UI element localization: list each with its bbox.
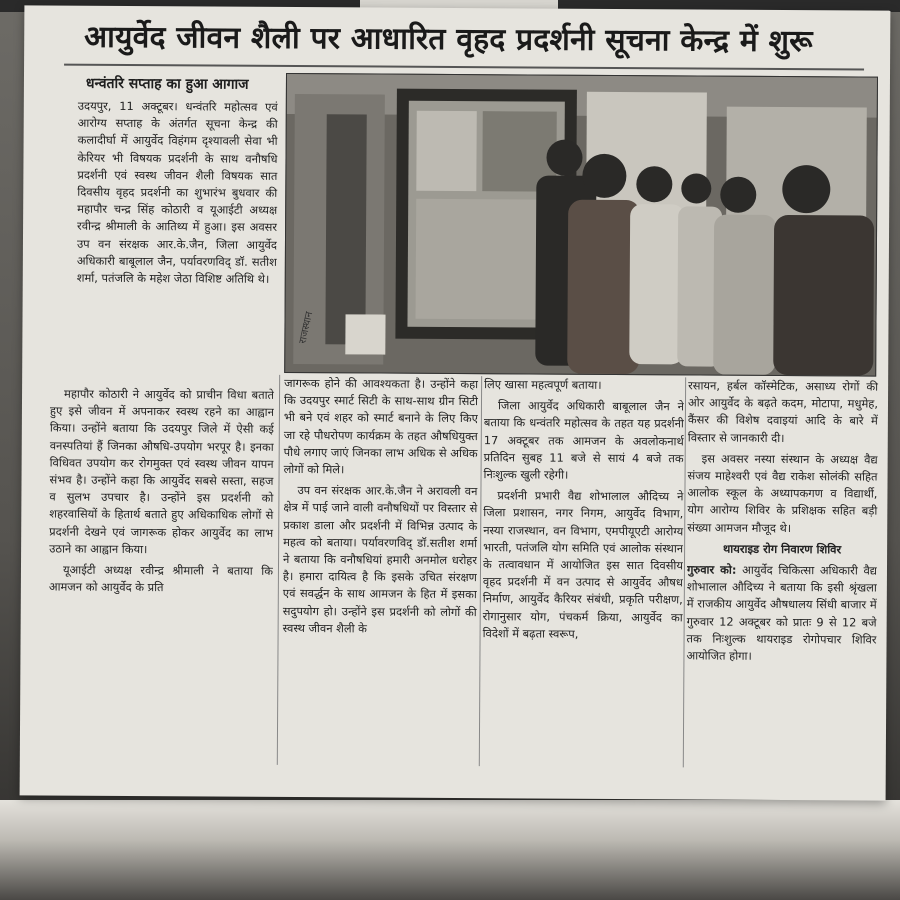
paragraph: महापौर कोठारी ने आयुर्वेद को प्राचीन विधा बताते हुए इसे जीवन में अपनाकर स्वस्थ रहने का आह्वान किया। उन्होंने बताया कि उदयपुर जिले में ऐसी कई वनस्पतियां हैं जिनका औषधि-उपयोग भरपूर है। इनका विधिवत उपयोग कर रोगमुक्त एवं स्वस्थ जीवन यापन संभव है। उन्होंने कहा कि आयुर्वेद सबसे सस्ता, सहज व सुलभ उपचार है। उन्होंने इस प्रदर्शनी को शहरवासियों के हितार्थ बताते हुए अधिकाधिक लोगों से प्रदर्शनी देखने एवं जागरूक होकर आयुर्वेद का लाभ उठाने का आह्वान किया। bbox=[49, 386, 275, 556]
subheadline: धन्वंतरि सप्ताह का हुआ आगाज bbox=[85, 75, 249, 93]
paragraph: इस अवसर नस्या संस्थान के अध्यक्ष वैद्य संजय माहेश्वरी एवं वैद्य राकेश सोलंकी सहित आलोक स्कूल के अध्यापकगण व विद्यार्थी, योग आरोग्य शिविर के प्रशिक्षक सहित बड़ी संख्या आमजन मौजूद थे। bbox=[687, 451, 878, 535]
newspaper-clipping bbox=[20, 5, 891, 800]
desk-edge bbox=[0, 800, 900, 900]
paragraph bbox=[686, 561, 877, 665]
column-1-top bbox=[76, 98, 278, 384]
column-2 bbox=[282, 375, 478, 768]
column-4 bbox=[686, 377, 878, 770]
paragraph-text: आयुर्वेद चिकित्सा अधिकारी वैद्य शोभालाल औदिच्य ने बताया कि इसी श्रृंखला में राजकीय आयुर्वेद औषधालय सिंधी बाजार में गुरुवार 12 अक्टूबर को प्रातः 9 से 12 बजे तक निःशुल्क थायराइड रोगोपचार शिविर आयोजित होगा। bbox=[686, 562, 878, 663]
paragraph: उदयपुर, 11 अक्टूबर। धन्वंतरि महोत्सव एवं आरोग्य सप्ताह के अंतर्गत सूचना केन्द्र की कलादीर्घा में आयुर्वेद विहंगम दृश्यावली सेवा भी केरियर भी विषयक प्रदर्शनी के साथ वनौषधि प्रदर्शनी एवं स्वस्थ जीवन शैली विषयक सात दिवसीय वृहद प्रदर्शनी का शुभारंभ बुधवार की महापौर चन्द्र सिंह कोठारी व यूआईटी अध्यक्ष रवीन्द्र श्रीमाली के आतिथ्य में हुआ। इस अवसर उप वन संरक्षक आर.के.जैन, जिला आयुर्वेद अधिकारी बाबूलाल जैन, पर्यावरणविद् डॉ. सतीश शर्मा, पतंजलि के महेश जेठा विशिष्ट अतिथि थे। bbox=[76, 98, 278, 286]
column-3 bbox=[482, 376, 684, 769]
photo-icon bbox=[285, 74, 877, 376]
paragraph: उप वन संरक्षक आर.के.जैन ने अरावली वन क्षेत्र में पाई जाने वाली वनौषधियों पर विस्तार से प्रकाश डाला और प्रदर्शनी में विभिन्न उत्पाद के महत्व को बताया। पर्यावरणविद् डॉ.सतीश शर्मा ने बताया कि वनौषधियां हमारी अनमोल धरोहर है। हमारा दायित्व है कि इसके उचित संरक्षण एवं सवर्द्धन के साथ आमजन के हित में इसका सदुपयोग हो। उन्होंने इस प्रदर्शनी को लोगों की स्वस्थ जीवन शैली के bbox=[282, 483, 478, 636]
headline-rule bbox=[64, 64, 864, 71]
column-separator bbox=[277, 375, 280, 765]
headline: आयुर्वेद जीवन शैली पर आधारित वृहद प्रदर्शनी सूचना केन्द्र में शुरू bbox=[84, 19, 813, 60]
section-heading: थायराइड रोग निवारण शिविर bbox=[722, 541, 842, 557]
paragraph: रसायन, हर्बल कॉस्मेटिक, असाध्य रोगों की ओर आयुर्वेद के बढ़ते कदम, मोटापा, मधुमेह, कैंसर की विशेष दवाइयां आदि के बारे में विस्तार से जानकारी दी। bbox=[687, 378, 879, 445]
paragraph: प्रदर्शनी प्रभारी वैद्य शोभालाल औदिच्य ने जिला प्रशासन, नगर निगम, आयुर्वेद विभाग, नस्या राजस्थान, वन विभाग, एमपीयूएटी आरोग्य भारती, पतंजलि योग समिति एवं आलोक संस्थान के तत्वावधान में आयोजित इस सात दिवसीय वृहद प्रदर्शनी में वन उत्पाद से आयुर्वेद औषध निर्माण, आयुर्वेद कैरियर संबंधी, प्रकृति परीक्षण, रोगानुसार योग, पंचकर्म क्रिया, आयुर्वेद का विदेशों में बढ़ता स्वरूप, bbox=[482, 488, 684, 641]
paragraph: लिए खासा महत्वपूर्ण बताया। bbox=[484, 377, 602, 392]
lead-text: गुरुवार को: bbox=[686, 562, 737, 577]
column-1-bottom bbox=[48, 386, 274, 767]
paragraph: जिला आयुर्वेद अधिकारी बाबूलाल जैन ने बताया कि धन्वंतरि महोत्सव के तहत यह प्रदर्शनी 17 अक्टूबर तक आमजन के अवलोकनार्थ प्रतिदिन सुबह 11 बजे से सायं 4 बजे तक निःशुल्क खुली रहेगी। bbox=[483, 398, 685, 482]
svg-text:राजस्थान: राजस्थान bbox=[297, 310, 316, 345]
paragraph: जागरूक होने की आवश्यकता है। उन्होंने कहा कि उदयपुर स्मार्ट सिटी के साथ-साथ ग्रीन सिटी भी बने एवं शहर को स्मार्ट बनाने के लिए किए जा रहे पौधरोपण कार्यक्रम के तहत औषधियुक्त पौधे लगाए जाएं जिनका लाभ अधिक से अधिक लोगों को मिले। bbox=[283, 375, 479, 477]
paragraph: यूआईटी अध्यक्ष रवीन्द्र श्रीमाली ने बताया कि आमजन को आयुर्वेद के प्रति bbox=[48, 562, 274, 595]
news-photo bbox=[284, 73, 878, 377]
